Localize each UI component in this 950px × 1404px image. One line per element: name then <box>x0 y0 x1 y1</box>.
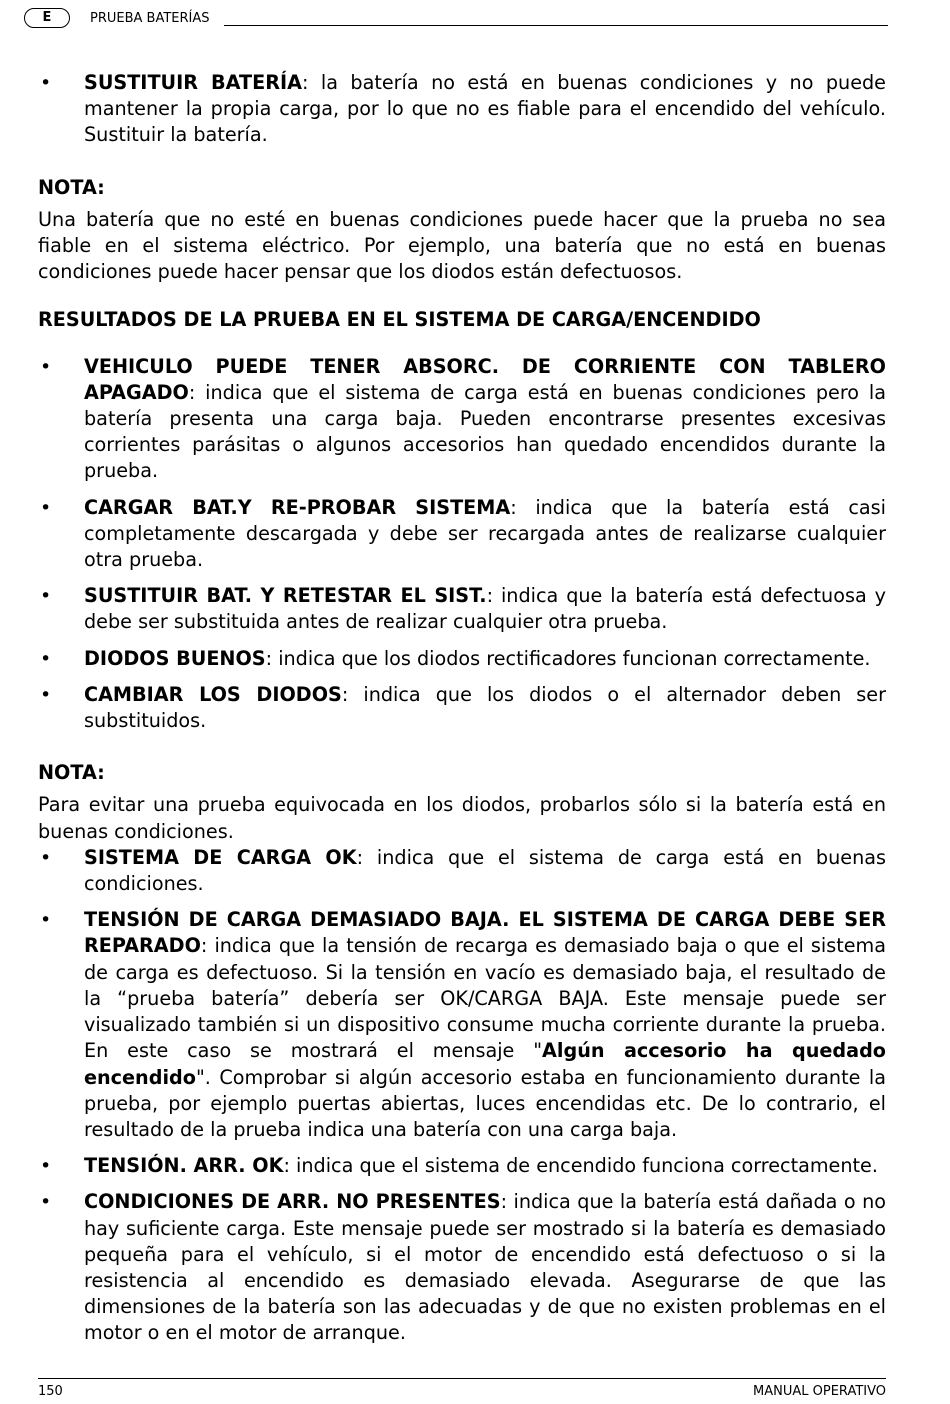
section-heading: RESULTADOS DE LA PRUEBA EN EL SISTEMA DE CARGA/ENCENDIDO <box>38 308 761 332</box>
list-item <box>38 1153 886 1179</box>
bullet-term: DIODOS BUENOS <box>84 646 266 670</box>
bullet-text: : indica que el sistema de carga está en buenas condiciones. <box>84 845 886 896</box>
bullet-text: ". Comprobar si algún accesorio estaba en funcionamiento durante la prueba, por ejemplo puertas abiertas, luces encendidas etc. De lo contrario, el resultado de la prueba indica una batería con una carga baja. <box>84 1065 886 1141</box>
nota-text: Una batería que no esté en buenas condiciones puede hacer que la prueba no sea fiable en el sistema eléctrico. Por ejemplo, una batería que no está en buenas condiciones puede hacer pensar que los diodos están defectuosos. <box>38 207 886 284</box>
bullet-icon: • <box>40 1155 52 1178</box>
bullet-text: : la batería no está en buenas condiciones y no puede mantener la propia carga, por lo que no es fiable para el encendido del vehículo. Sustituir la batería. <box>84 71 886 147</box>
bullet-icon: • <box>40 846 52 869</box>
list-item <box>38 70 886 149</box>
bullet-text: : indica que los diodos rectificadores funcionan correctamente. <box>265 646 871 670</box>
bullet-text: : indica que la tensión de recarga es demasiado baja o que el sistema de carga es defectuoso. Si la tensión en vacío es demasiado baja, el resultado de la “prueba batería” debería ser OK/CARGA BAJA. Este mensaje puede ser visualizado también si un dispositivo consume mucha corriente durante la prueba. En este caso se mostrará el mensaje " <box>84 934 886 1063</box>
footer-title: MANUAL OPERATIVO <box>753 1384 886 1399</box>
bullet-term: TENSIÓN DE CARGA DEMASIADO BAJA. EL SISTEMA DE CARGA DEBE SER REPARADO <box>84 908 886 958</box>
header-rule <box>224 25 888 26</box>
bullet-text: : indica que el sistema de carga está en buenas condiciones pero la batería presenta una carga baja. Pueden encontrarse presentes excesivas corrientes parásitas o algunos accesorios han quedado encendidos durante la prueba. <box>84 380 886 483</box>
nota-label: NOTA: <box>38 761 105 785</box>
bullet-icon: • <box>40 1191 52 1214</box>
bullet-text: : indica que la batería está dañada o no hay suficiente carga. Este mensaje puede ser mostrado si la batería es demasiado pequeña para el vehículo, si el motor de encendido está defectuoso o si la resistencia al encendido es demasiado elevada. Asegurarse de que las dimensiones de la batería son las adecuadas y de que no existen problemas en el motor o en el motor de arranque. <box>84 1190 886 1345</box>
bullet-message: Algún accesorio ha quedado encendido <box>84 1039 886 1089</box>
bullet-term: TENSIÓN. ARR. OK <box>84 1154 284 1178</box>
page-content <box>38 70 886 1357</box>
bullet-text: : indica que la batería está defectuosa y debe ser substituida antes de realizar cualquier otra prueba. <box>84 584 886 634</box>
list-item <box>38 583 886 635</box>
bullet-term: SUSTITUIR BAT. Y RETESTAR EL SIST. <box>84 584 487 608</box>
language-badge: E <box>24 8 70 28</box>
intro-list <box>38 70 886 149</box>
list-item <box>38 1189 886 1346</box>
bullet-term: VEHICULO PUEDE TENER ABSORC. DE CORRIENTE CON TABLERO APAGADO <box>84 354 886 404</box>
page-header <box>24 8 890 32</box>
list-item <box>38 646 886 672</box>
nota-text: Para evitar una prueba equivocada en los diodos, probarlos sólo si la batería está en buenas condiciones. <box>38 793 886 843</box>
bullet-icon: • <box>40 496 52 519</box>
bullet-text: : indica que los diodos o el alternador deben ser substituidos. <box>84 682 886 733</box>
list-item <box>38 354 886 485</box>
header-title: PRUEBA BATERÍAS <box>90 11 210 26</box>
results-list-b <box>38 845 886 1347</box>
bullet-term: SISTEMA DE CARGA OK <box>84 845 357 869</box>
list-item <box>38 495 886 574</box>
bullet-icon: • <box>40 72 52 94</box>
bullet-icon: • <box>40 585 52 608</box>
page-number: 150 <box>38 1384 63 1399</box>
list-item <box>38 907 886 1143</box>
bullet-term: SUSTITUIR BATERÍA <box>84 71 302 94</box>
results-list-a <box>38 354 886 735</box>
list-item <box>38 682 886 734</box>
nota-label: NOTA: <box>38 175 105 199</box>
bullet-icon: • <box>40 909 52 932</box>
footer-rule <box>38 1378 886 1379</box>
bullet-text: : indica que la batería está casi completamente descargada y debe ser recargada antes de realizarse cualquier otra prueba. <box>84 495 886 572</box>
bullet-term: CAMBIAR LOS DIODOS <box>84 682 342 706</box>
bullet-text: : indica que el sistema de encendido funciona correctamente. <box>283 1154 878 1178</box>
bullet-term: CARGAR BAT.Y RE-PROBAR SISTEMA <box>84 495 511 519</box>
bullet-icon: • <box>40 355 52 378</box>
list-item <box>38 845 886 897</box>
bullet-term: CONDICIONES DE ARR. NO PRESENTES <box>84 1190 501 1214</box>
bullet-icon: • <box>40 683 52 706</box>
bullet-icon: • <box>40 647 52 670</box>
